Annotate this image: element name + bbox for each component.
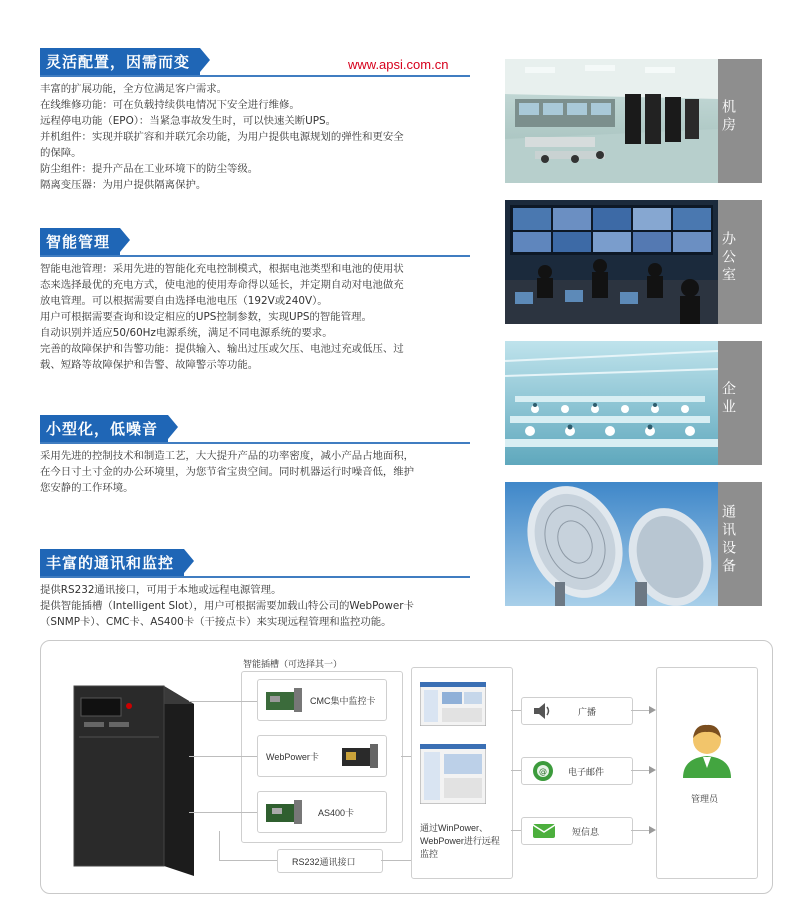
section-communication-monitoring [40,549,470,630]
section-rule [40,442,470,444]
section-body [40,448,470,496]
text-line: 防尘组件：提升产品在工业环境下的防尘等级。 [40,163,259,175]
output-sms [521,817,633,845]
text-line: 自动识别并适应50/60Hz电源系统，满足不同电源系统的要求。 [40,327,333,339]
text-line: 隔离变压器：为用户提供隔离保护。 [40,179,207,191]
connector-line [511,770,521,771]
section-rule [40,576,470,578]
rs232-label: RS232通讯接口 [292,857,356,867]
text-line: 态来选择最优的充电方式，使电池的使用寿命得以延长，并定期自动对电池做充 [40,279,404,291]
connector-line [219,860,277,861]
photo-label: 办公室 [718,200,762,324]
email-icon [532,760,554,782]
card-label: AS400卡 [318,808,355,818]
section-title: 小型化，低噪音 [40,415,168,442]
output-label: 电子邮件 [568,767,605,777]
software-group [411,667,513,879]
connector-line [189,756,257,757]
connector-line [631,830,651,831]
connector-line [219,831,220,860]
text-line: 用户可根据需要查询和设定相应的UPS控制参数，实现UPS的智能管理。 [40,311,372,323]
cmc-card-icon [264,686,304,714]
section-flexible-config [40,48,470,193]
text-line: 智能电池管理：采用先进的智能化充电控制模式，根据电池类型和电池的使用状 [40,263,404,275]
output-email [521,757,633,785]
text-line: 提供智能插槽（Intelligent Slot），用户可根据需要加载山特公司的WebPower卡 [40,600,414,612]
section-smart-management [40,228,470,373]
connector-line [189,701,257,702]
connector-line [631,770,651,771]
photo-label: 机房 [718,59,762,183]
arrow-icon [649,706,656,714]
card-label: WebPower卡 [266,752,319,762]
section-body [40,261,470,373]
card-webpower [257,735,387,777]
photo-telecom [505,482,762,606]
card-cmc [257,679,387,721]
watermark-top: www.apsi.com.cn [348,57,449,72]
svg-text:@: @ [539,767,547,776]
admin-box [656,667,758,879]
office-image [505,200,718,324]
output-label: 短信息 [572,827,600,837]
text-line: 载、短路等故障保护和告警、故障警示等功能。 [40,359,259,371]
text-line: 您安静的工作环境。 [40,482,134,494]
message-icon [532,822,556,840]
text-line: （SNMP卡）、CMC卡、AS400卡（干接点卡）来实现远程管理和监控功能。 [40,616,392,628]
section-compact-quiet [40,415,470,496]
connector-line [189,812,257,813]
text-line: 在今日寸土寸金的办公环境里，为您节省宝贵空间。同时机器运行时噪音低，维护 [40,466,415,478]
winpower-screenshot-icon [420,682,486,726]
admin-label: 管理员 [691,794,719,804]
card-as400 [257,791,387,833]
photo-enterprise [505,341,762,465]
card-label: CMC集中监控卡 [310,696,376,706]
section-rule [40,75,470,77]
photo-office [505,200,762,324]
arrow-icon [649,826,656,834]
photo-server-room [505,59,762,183]
connector-line [381,860,411,861]
connector-line [401,756,411,757]
section-rule [40,255,470,257]
connector-line [511,830,521,831]
text-line: 并机组件：实现并联扩容和并联冗余功能，为用户提供电源规划的弹性和更安全 [40,131,404,143]
text-line: 采用先进的控制技术和制造工艺，大大提升产品的功率密度，减小产品占地面积， [40,450,415,462]
text-line: 放电管理。可以根据需要自由选择电池电压（192V或240V）。 [40,295,328,307]
section-title: 丰富的通讯和监控 [40,549,184,576]
section-title: 智能管理 [40,228,120,255]
text-line: 完善的故障保护和告警功能：提供输入、输出过压或欠压、电池过充或低压、过 [40,343,404,355]
text-line: 丰富的扩展功能，全方位满足客户需求。 [40,83,228,95]
output-broadcast [521,697,633,725]
webpower-screenshot-icon [420,744,486,804]
rs232-interface [277,849,383,873]
ups-cabinet [69,676,209,880]
admin-avatar-icon [679,720,735,780]
section-body [40,582,470,630]
photo-label: 企业 [718,341,762,465]
speaker-icon [532,702,554,720]
slot-title: 智能插槽（可选择其一） [243,659,343,669]
output-label: 广播 [578,707,597,717]
as400-card-icon [264,798,304,826]
enterprise-image [505,341,718,465]
connector-line [511,710,521,711]
photo-label: 通讯设备 [718,482,762,606]
text-line: 的保障。 [40,147,82,159]
text-line: 远程停电功能（EPO）：当紧急事故发生时，可以快速关断UPS。 [40,115,337,127]
text-line: 提供RS232通讯接口，可用于本地或远程电源管理。 [40,584,282,596]
webpower-card-icon [340,742,380,770]
section-title: 灵活配置，因需而变 [40,48,200,75]
section-body [40,81,470,193]
monitoring-diagram [40,640,773,894]
text-line: 在线维修功能：可在负载持续供电情况下安全进行维修。 [40,99,300,111]
arrow-icon [649,766,656,774]
connector-line [631,710,651,711]
software-caption: 通过WinPower、WebPower进行远程监控 [420,823,500,859]
telecom-image [505,482,718,606]
server-room-image [505,59,718,183]
